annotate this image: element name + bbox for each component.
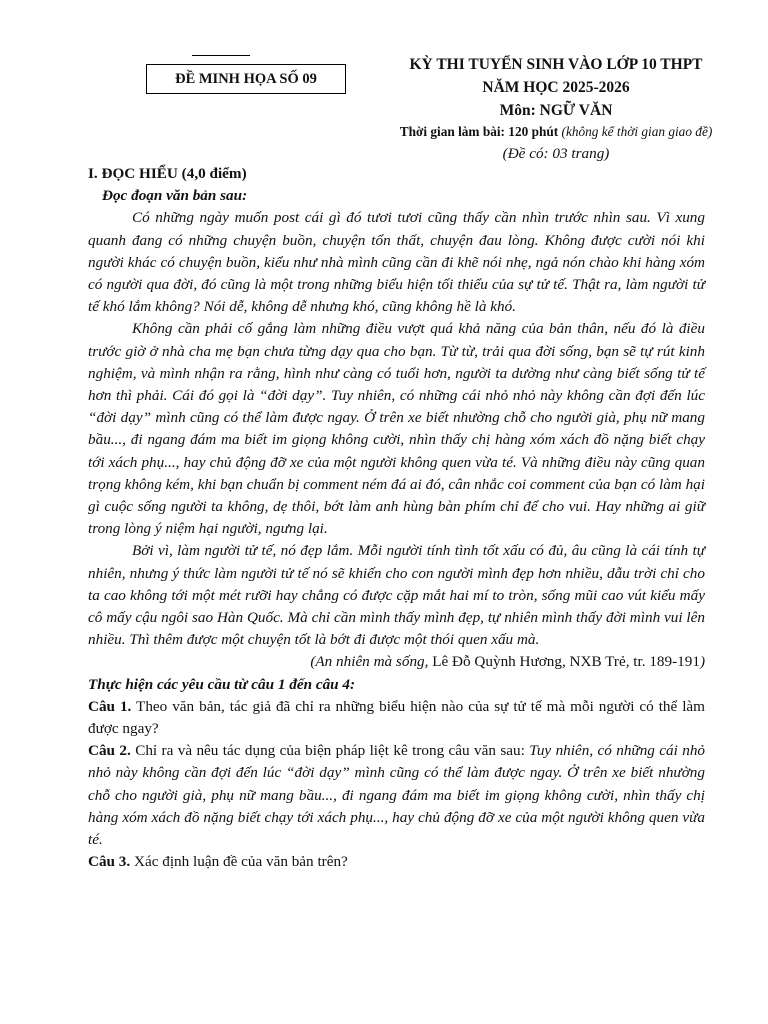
- question-1: [88, 696, 705, 740]
- source-close: ): [699, 653, 705, 671]
- question-label: Câu 2.: [88, 742, 131, 760]
- passage-source: [88, 651, 705, 673]
- question-text: Chỉ ra và nêu tác dụng của biện pháp liệt kê trong câu văn sau:: [135, 742, 525, 760]
- time-note: (không kể thời gian giao đề): [561, 124, 713, 139]
- time-limit: [370, 124, 742, 140]
- section-title: I. ĐỌC HIỂU (4,0 điểm): [88, 165, 247, 182]
- question-quote: Tuy nhiên, có những cái nhỏ nhỏ này không cần đợi đến lúc “đời dạy” mình cũng có thể làm được ngay. Ở trên xe biết nhường chỗ cho người già, phụ nữ mang bầu..., đi ngang đám ma biết im giọng không cười, nhìn thấy chị hàng xóm xách đồ nặng biết chạy tới xách phụ..., hay chủ động đỡ xe của một người không quen vừa té.: [88, 742, 706, 849]
- passage-paragraph: Có những ngày muốn post cái gì đó tươi tươi cũng thấy cần nhìn trước nhìn sau. Vì xung quanh đang có những chuyện buồn, chuyện tổn thất, chuyện đau lòng. Không được cười nói khi người khác có chuyện buồn, kiểu như nhà mình cũng cần đi khẽ nói nhẹ, ngả nón chào khi hàng xóm có người qua đời, đó cũng là một trong những biểu hiện tối thiểu của sự tử tế. Thật ra, làm người tử tế khó lắm không? Nói dễ, không dễ nhưng khó, cũng không hề là khó.: [88, 209, 705, 316]
- exam-code-label: ĐỀ MINH HỌA SỐ 09: [175, 71, 317, 87]
- question-text: Theo văn bản, tác giả đã chỉ ra những biểu hiện nào của sự tử tế mà mỗi người có thể làm được ngay?: [88, 697, 705, 738]
- question-label: Câu 3.: [88, 853, 131, 871]
- time-label: Thời gian làm bài: 120 phút: [399, 124, 559, 139]
- instruction: Thực hiện các yêu cầu từ câu 1 đến câu 4:: [88, 675, 356, 693]
- page-count-note: (Đề có: 03 trang): [502, 145, 610, 162]
- question-text: Xác định luận đề của văn bản trên?: [134, 853, 348, 871]
- passage-paragraph: Không cần phải cố gắng làm những điều vượt quá khả năng của bản thân, nếu đó là điều trước giờ ở nhà cha mẹ bạn chưa từng dạy qua cho bạn. Từ từ, trải qua đời sống, bạn sẽ tự rút kinh nghiệm, và mình nhận ra rằng, hình như càng có tuổi hơn, người ta dường như càng biết sống tử tế hơn thì phải. Cái đó gọi là “đời dạy”. Tuy nhiên, có những cái nhỏ nhỏ này không cần đợi đến lúc “đời dạy” mình cũng có thể làm được ngay. Ở trên xe biết nhường chỗ cho người già, phụ nữ mang bầu..., đi ngang đám ma biết im giọng không cười, nhìn thấy chị hàng xóm xách đồ nặng biết chạy tới xách phụ..., hay chủ động đỡ xe của một người không quen vừa té. Và những điều này cũng quan trọng không kém, khi bạn chuẩn bị comment ném đá ai đó, cân nhắc coi comment của bạn có làm hại gì cuộc sống người ta không, dẹ thôi, bớt làm anh hùng bàn phím chỉ để cho vui. Hay những ai giữ trong lòng ý niệm hại người, ngưng lại.: [88, 320, 705, 538]
- header-rule: [192, 55, 250, 56]
- section-subtitle: Đọc đoạn văn bản sau:: [102, 187, 248, 205]
- exam-content: [88, 163, 705, 874]
- passage-paragraph: Bởi vì, làm người tử tế, nó đẹp lắm. Mỗi người tính tình tốt xấu có đủ, âu cũng là cái tính tự nhiên, nhưng ý thức làm người tử tế nó sẽ khiến cho con người mình đẹp hơn nhiều, dẫu trời chỉ cho ta cao không tới một mét rưỡi hay chẳng có được cặp mắt hai mí to tròn, sống mũi cao vút kiểu mấy cô mấy cậu ngôi sao Hàn Quốc. Mà chỉ cần mình thấy mình đẹp, tự nhiên mình thấy đời mình vui lên nhiều. Thì thêm được một chuyện tốt là bớt đi được một thói quen xấu mà.: [88, 542, 705, 649]
- exam-title: KỲ THI TUYỂN SINH VÀO LỚP 10 THPT: [409, 56, 703, 73]
- school-year: NĂM HỌC 2025-2026: [482, 79, 630, 96]
- source-details: Lê Đỗ Quỳnh Hương, NXB Trẻ, tr. 189-191: [432, 653, 700, 671]
- question-3: [88, 851, 705, 873]
- subject: Môn: NGỮ VĂN: [499, 102, 613, 119]
- question-label: Câu 1.: [88, 697, 132, 715]
- source-title: (An nhiên mà sống,: [310, 653, 429, 671]
- question-2: [88, 740, 705, 851]
- exam-code-box: [146, 64, 346, 94]
